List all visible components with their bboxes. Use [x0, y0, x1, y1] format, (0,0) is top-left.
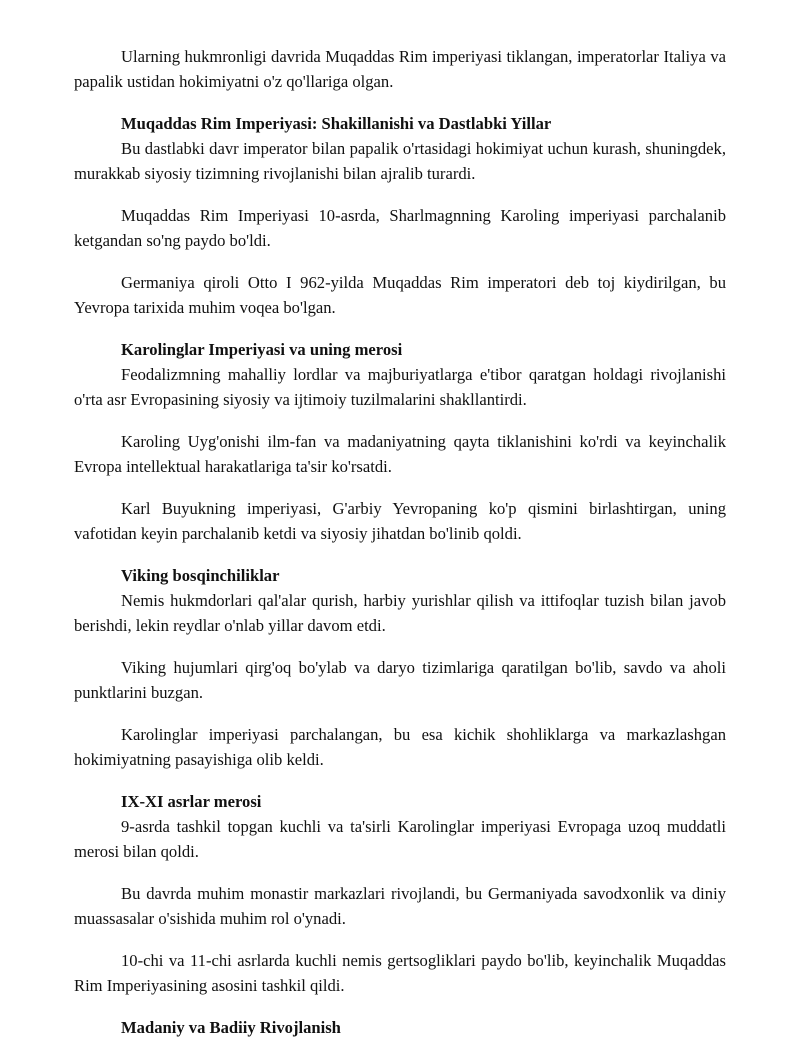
section-heading: Muqaddas Rim Imperiyasi: Shakillanishi va Dastlabki Yillar: [121, 114, 552, 133]
paragraph: Muqaddas Rim Imperiyasi 10-asrda, Sharlmagnning Karoling imperiyasi parchalanib ketgandan so'ng paydo bo'ldi.: [74, 206, 726, 250]
section-heading: Karolinglar Imperiyasi va uning merosi: [121, 340, 403, 359]
section-holy-roman-empire: [74, 111, 726, 320]
paragraph: Nemis hukmdorlari qal'alar qurish, harbiy yurishlar qilish va ittifoqlar tuzish bilan javob berishdi, lekin reydlar o'nlab yillar davom etdi.: [74, 591, 726, 635]
paragraph: Bu davrda muhim monastir markazlari rivojlandi, bu Germaniyada savodxonlik va diniy muassasalar o'sishida muhim rol o'ynadi.: [74, 884, 726, 928]
paragraph: Feodalizmning mahalliy lordlar va majburiyatlarga e'tibor qaratgan holdagi rivojlanishi o'rta asr Evropasining siyosiy va ijtimoiy tuzilmalarini shakllantirdi.: [74, 365, 726, 409]
paragraph: 9-asrda tashkil topgan kuchli va ta'sirli Karolinglar imperiyasi Evropaga uzoq muddatli merosi bilan qoldi.: [74, 817, 726, 861]
section-cultural-development: [74, 1015, 726, 1040]
section-heading: Madaniy va Badiiy Rivojlanish: [121, 1018, 341, 1037]
section-carolingian-empire: [74, 337, 726, 546]
section-legacy: [74, 789, 726, 998]
section-heading: IX-XI asrlar merosi: [121, 792, 262, 811]
section-heading: Viking bosqinchiliklar: [121, 566, 280, 585]
paragraph: Karoling Uyg'onishi ilm-fan va madaniyatning qayta tiklanishini ko'rdi va keyinchalik Evropa intellektual harakatlariga ta'sir ko'rsatdi.: [74, 432, 726, 476]
paragraph: Karl Buyukning imperiyasi, G'arbiy Yevropaning ko'p qismini birlashtirgan, uning vafotidan keyin parchalanib ketdi va siyosiy jihatdan bo'linib qoldi.: [74, 499, 726, 543]
paragraph: Germaniya qiroli Otto I 962-yilda Muqaddas Rim imperatori deb toj kiydirilgan, bu Yevropa tarixida muhim voqea bo'lgan.: [74, 273, 726, 317]
intro-paragraph: Ularning hukmronligi davrida Muqaddas Rim imperiyasi tiklangan, imperatorlar Italiya va papalik ustidan hokimiyatni o'z qo'llariga olgan.: [74, 47, 726, 91]
paragraph: Karolinglar imperiyasi parchalangan, bu esa kichik shohliklarga va markazlashgan hokimiyatning pasayishiga olib keldi.: [74, 725, 726, 769]
paragraph: 10-chi va 11-chi asrlarda kuchli nemis gertsogliklari paydo bo'lib, keyinchalik Muqaddas Rim Imperiyasining asosini tashkil qildi.: [74, 951, 726, 995]
document-page: [74, 44, 726, 1040]
section-viking-raids: [74, 563, 726, 772]
paragraph: Viking hujumlari qirg'oq bo'ylab va daryo tizimlariga qaratilgan bo'lib, savdo va aholi punktlarini buzgan.: [74, 658, 726, 702]
paragraph: Bu dastlabki davr imperator bilan papalik o'rtasidagi hokimiyat uchun kurash, shuningdek, murakkab siyosiy tizimning rivojlanishi bilan ajralib turardi.: [74, 139, 726, 183]
